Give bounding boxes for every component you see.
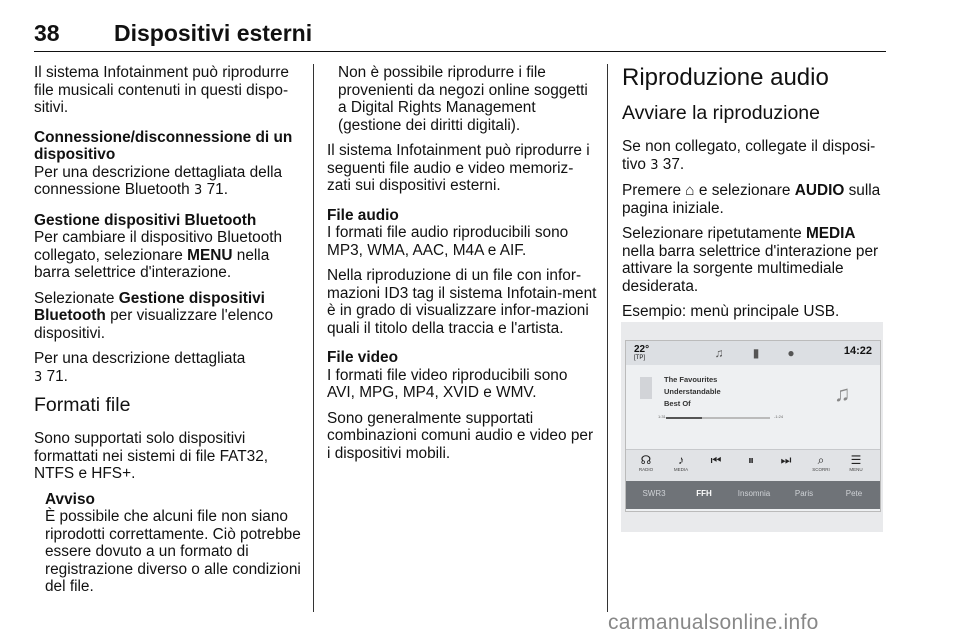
combo-text: Sono generalmente supportati combinazioni comuni audio e video per i dispositivi mobili. [327, 409, 594, 462]
connect-ref: 37. [662, 155, 685, 173]
intro-text: Il sistema Infotainment può riprodurre file musicali contenuti in questi dispo-sitivi. [34, 64, 289, 116]
music-icon[interactable]: ♫ [714, 346, 724, 360]
video-section [327, 349, 597, 402]
section-title: Riproduzione audio [622, 64, 829, 91]
column-divider [607, 64, 608, 612]
column-2 [327, 64, 597, 470]
select-keyword: Gestione dispositivi Bluetooth [34, 289, 265, 324]
control-label: MEDIA [673, 467, 689, 472]
temperature: 22° [634, 344, 650, 355]
formats-text: Sono supportati solo dispositivi formattati nei sistemi di file FAT32, NTFS e HFS+. [34, 430, 269, 482]
scroll-icon: ⌕ [817, 453, 825, 467]
repeat-text-1: Selezionare ripetutamente [622, 225, 802, 242]
favourite-button[interactable]: SWR3 [642, 489, 666, 498]
connect-text: Se non collegato, collegate il disposi-tivo [622, 138, 876, 173]
menu-icon: ☰ [850, 453, 862, 467]
radio-button[interactable] [632, 453, 660, 473]
control-label: RADIO [638, 467, 654, 472]
previous-button[interactable] [702, 453, 730, 467]
example-text: Esempio: menù principale USB. [622, 303, 840, 320]
favourite-button[interactable]: Paris [794, 489, 814, 498]
favourite-button[interactable]: Pete [845, 489, 863, 498]
track-title: The Favourites [664, 375, 718, 384]
infotainment-screen [625, 340, 881, 512]
info-icon[interactable]: ● [787, 346, 795, 360]
select-text-2: per visualizzare l'elenco dispositivi. [34, 307, 274, 342]
menu-button[interactable] [842, 453, 870, 473]
audio-text: I formati file audio riproducibili sono MP3, WMA, AAC, M4A e AIF. [327, 224, 569, 259]
repeat-paragraph [622, 225, 890, 295]
bluetooth-text-1: Per cambiare il dispositivo Bluetooth collegato, selezionare [34, 229, 283, 264]
description-text: Per una descrizione dettagliata [34, 350, 246, 367]
press-paragraph [622, 182, 890, 217]
radio-icon: ☊ [640, 453, 652, 467]
video-heading: File video [327, 349, 398, 366]
home-icon: ⌂ [685, 182, 695, 199]
formats-heading: Formati file [34, 394, 131, 416]
next-icon: ⏭ [780, 453, 792, 467]
next-button[interactable] [772, 453, 800, 467]
previous-icon: ⏮ [710, 453, 722, 467]
progress-bar[interactable] [666, 417, 770, 419]
album-art [640, 377, 652, 399]
column-divider [313, 64, 314, 612]
control-label: MENU [849, 467, 863, 472]
interaction-selector-bar [626, 449, 880, 482]
tp-indicator: [TP] [634, 355, 646, 361]
control-label: SCORRI [812, 467, 830, 472]
menu-keyword: MENU [187, 246, 233, 264]
progress-fill [666, 417, 702, 419]
select-paragraph [34, 290, 302, 343]
favourite-button[interactable]: FFH [696, 489, 712, 498]
connection-text: Per una descrizione dettagliata della connessione Bluetooth [34, 163, 283, 198]
status-bar [626, 341, 880, 365]
note-box [34, 491, 302, 596]
connection-ref: 71. [206, 181, 228, 198]
media-keyword: MEDIA [805, 225, 856, 242]
description-paragraph [34, 350, 302, 386]
favourite-button[interactable]: Insomnia [737, 489, 771, 498]
bluetooth-section [34, 212, 302, 282]
audio-heading: File audio [327, 206, 399, 224]
phone-icon[interactable]: ▮ [752, 346, 760, 360]
press-text-1: Premere [622, 182, 682, 199]
remaining-time: -1:24 [774, 414, 784, 419]
press-text-3: sulla pagina iniziale. [622, 182, 881, 217]
audio-section [327, 207, 597, 260]
audio-keyword: AUDIO [794, 182, 845, 199]
page-ref-icon: 3 [650, 157, 659, 173]
pause-icon: ⏸ [747, 453, 754, 467]
header-rule [34, 51, 886, 52]
page-number: 38 [34, 20, 60, 46]
press-text-2: e selezionare [698, 182, 791, 199]
column-3 [622, 64, 890, 329]
drm-text: Non è possibile riprodurre i file provenienti da negozi online soggetti a Digital Rights Management (gestione dei diritti digitali). [338, 64, 588, 134]
connect-paragraph [622, 138, 890, 174]
select-text-1: Selezionate [34, 289, 115, 307]
pause-button[interactable] [737, 453, 765, 467]
note-heading: Avviso [45, 490, 95, 508]
connection-heading: Connessione/disconnessione di un dispositivo [34, 128, 293, 163]
system-text: Il sistema Infotainment può riprodurre i seguenti file audio e video memoriz-zati sui dispositivi esterni. [327, 142, 590, 194]
track-artist: Understandable [664, 387, 721, 396]
bluetooth-text-2: nella barra selettrice d'interazione. [34, 246, 270, 281]
scroll-button[interactable] [807, 453, 835, 473]
clock: 14:22 [843, 345, 872, 357]
track-album: Best Of [664, 399, 691, 408]
section-subtitle: Avviare la riproduzione [622, 102, 820, 124]
elapsed-time: 1:31 [658, 414, 666, 419]
video-text: I formati file video riproducibili sono AVI, MPG, MP4, XVID e WMV. [327, 366, 568, 401]
repeat-text-2: nella barra selettrice d'interazione per attivare la sorgente multimediale desiderata. [622, 242, 879, 295]
connection-section [34, 129, 302, 200]
page-ref-icon: 3 [194, 183, 203, 198]
music-note-icon: ♫ [834, 381, 851, 406]
media-icon: ♪ [678, 453, 684, 467]
usb-main-menu-screenshot [621, 322, 883, 532]
description-ref: 71. [46, 367, 68, 385]
page-header [34, 14, 886, 54]
favourites-bar [626, 481, 880, 509]
watermark: carmanualsonline.info [608, 611, 819, 634]
id3-text: Nella riproduzione di un file con infor-mazioni ID3 tag il sistema Infotain-ment è in grado di visualizzare infor-mazioni quali il titolo della traccia e l'artista. [327, 267, 597, 337]
chapter-title: Dispositivi esterni [114, 20, 313, 46]
bluetooth-heading: Gestione dispositivi Bluetooth [34, 211, 257, 229]
note-text: È possibile che alcuni file non siano riprodotti correttamente. Ciò potrebbe essere dovuto a un formato di registrazione diverso o alle condizioni del file. [45, 508, 301, 595]
page-ref-icon: 3 [34, 369, 43, 385]
media-button[interactable] [667, 453, 695, 473]
column-1 [34, 64, 302, 596]
